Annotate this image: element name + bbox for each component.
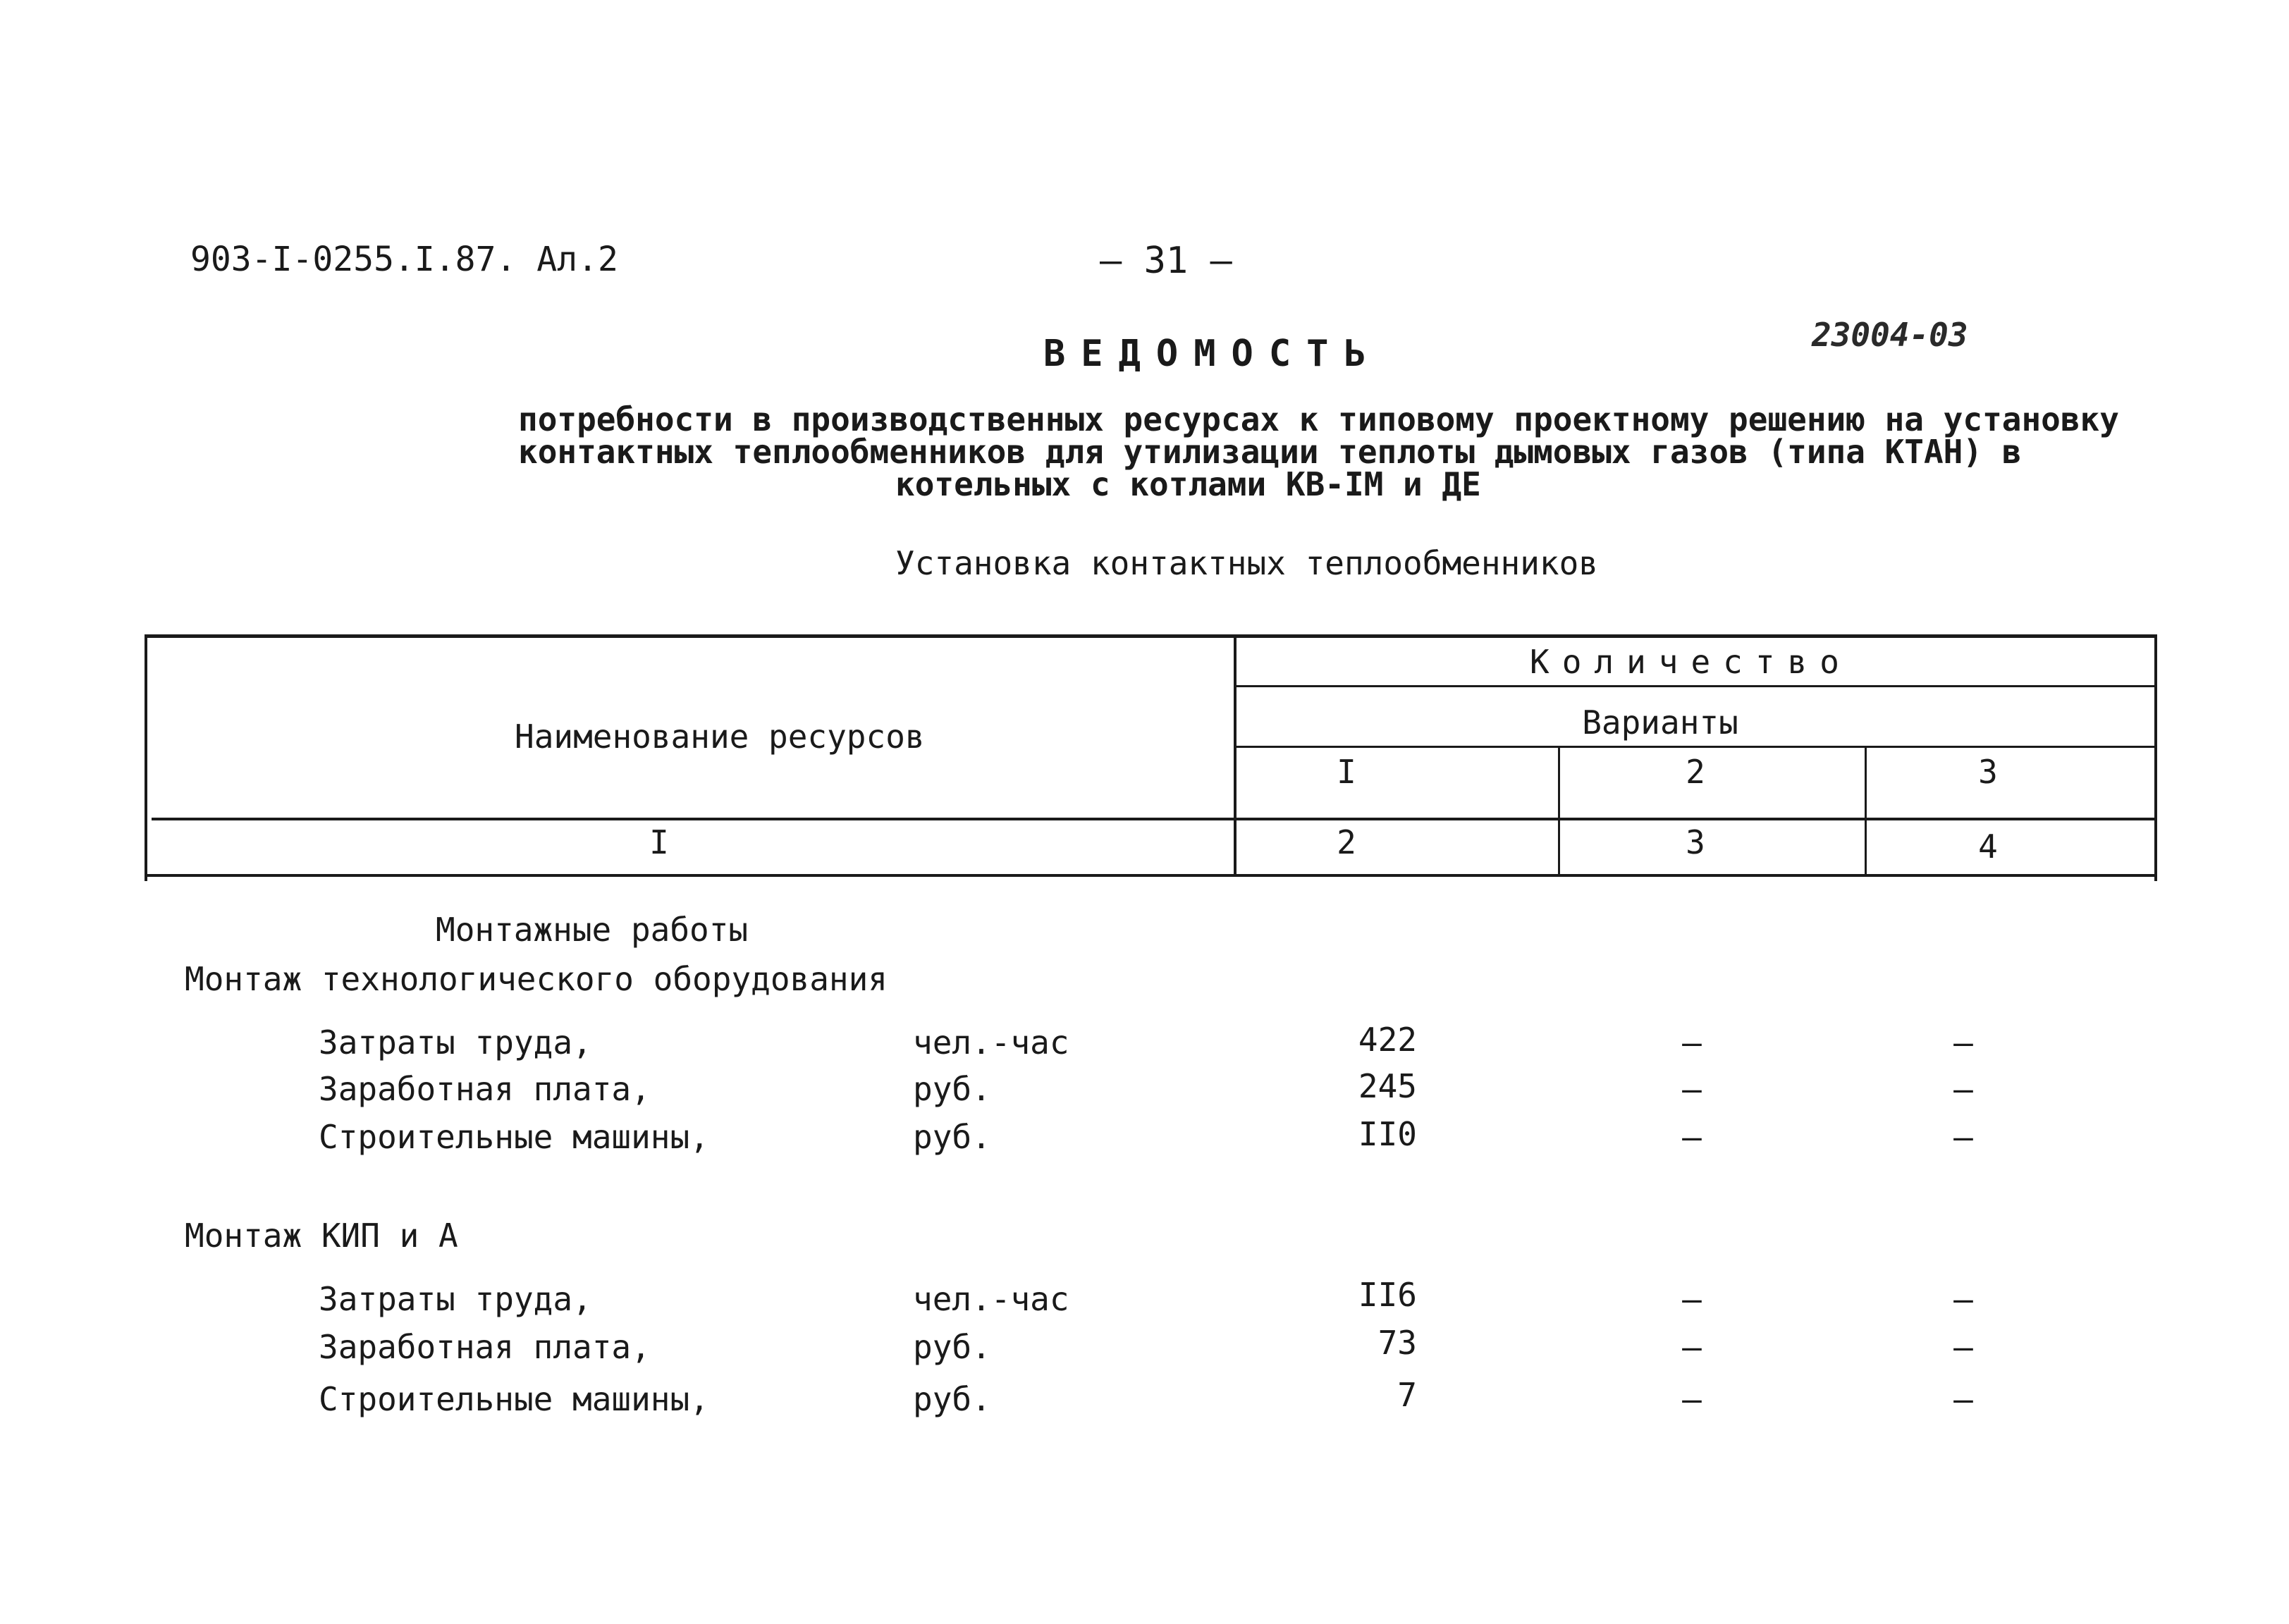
table-bottom-border [145, 874, 2157, 877]
row-value-variant-1: II0 [1358, 1115, 1417, 1153]
table-col-divider-2 [1558, 746, 1560, 874]
row-unit: руб. [913, 1070, 991, 1108]
subtitle-line-1: потребности в производственных ресурсах к типовому проектному решению на установку [518, 400, 2119, 438]
row-value-variant-1: 7 [1397, 1376, 1417, 1414]
row-name: Затраты труда, [319, 1280, 592, 1318]
row-unit: руб. [913, 1380, 991, 1418]
variant-3-label: 3 [1978, 753, 1998, 791]
quantity-header: Количество [1530, 643, 1852, 681]
table-col-divider-1 [1234, 634, 1236, 874]
row-value-variant-3: – [1953, 1023, 1973, 1062]
row-value-variant-3: – [1953, 1380, 1973, 1418]
row-value-variant-2: – [1682, 1023, 1702, 1062]
row-value-variant-2: – [1682, 1280, 1702, 1318]
row-value-variant-2: – [1682, 1380, 1702, 1418]
variant-1-label: I [1337, 753, 1356, 791]
row-value-variant-2: – [1682, 1070, 1702, 1108]
column-number-3: 3 [1686, 823, 1705, 861]
row-value-variant-3: – [1953, 1280, 1973, 1318]
name-column-header: Наименование ресурсов [515, 718, 925, 756]
row-value-variant-3: – [1953, 1070, 1973, 1108]
inventory-number: 23004-03 [1812, 316, 1968, 354]
document-title: ВЕДОМОСТЬ [1043, 333, 1382, 375]
row-unit: чел.-час [913, 1023, 1069, 1062]
page-number: – 31 – [1100, 240, 1232, 282]
table-top-border [145, 634, 2157, 638]
row-unit: руб. [913, 1118, 991, 1156]
resource-table-header [145, 634, 2157, 881]
header-numbers-divider [152, 818, 2157, 820]
variant-2-label: 2 [1686, 753, 1705, 791]
row-value-variant-1: II6 [1358, 1276, 1417, 1314]
column-number-1: I [649, 823, 669, 861]
row-name: Заработная плата, [319, 1070, 651, 1108]
row-name: Заработная плата, [319, 1328, 651, 1366]
row-value-variant-2: – [1682, 1118, 1702, 1156]
variants-header: Варианты [1582, 703, 1738, 742]
work-type-title: Монтажные работы [436, 911, 749, 949]
row-value-variant-2: – [1682, 1328, 1702, 1366]
subtitle-line-3: котельных с котлами КВ-IМ и ДЕ [895, 465, 1481, 503]
column-number-4: 4 [1978, 828, 1998, 866]
group-title: Монтаж КИП и А [185, 1217, 458, 1255]
table-left-border [145, 634, 147, 881]
document-code: 903-I-0255.I.87. Ал.2 [190, 240, 618, 279]
row-name: Затраты труда, [319, 1023, 592, 1062]
row-unit: чел.-час [913, 1280, 1069, 1318]
row-name: Строительные машины, [319, 1118, 709, 1156]
row-name: Строительные машины, [319, 1380, 709, 1418]
table-col-divider-3 [1865, 746, 1867, 874]
section-title: Установка контактных теплообменников [895, 544, 1598, 582]
row-value-variant-3: – [1953, 1328, 1973, 1366]
row-unit: руб. [913, 1328, 991, 1366]
table-right-border [2154, 634, 2157, 881]
row-value-variant-1: 422 [1358, 1021, 1417, 1059]
row-value-variant-3: – [1953, 1118, 1973, 1156]
subtitle-line-2: контактных теплообменников для утилизации теплоты дымовых газов (типа КТАН) в [518, 433, 2022, 471]
column-number-2: 2 [1337, 823, 1356, 861]
variants-divider [1236, 746, 2157, 748]
row-value-variant-1: 73 [1377, 1324, 1417, 1362]
row-value-variant-1: 245 [1358, 1067, 1417, 1105]
group-title: Монтаж технологического оборудования [185, 960, 888, 998]
quantity-divider [1236, 685, 2157, 687]
